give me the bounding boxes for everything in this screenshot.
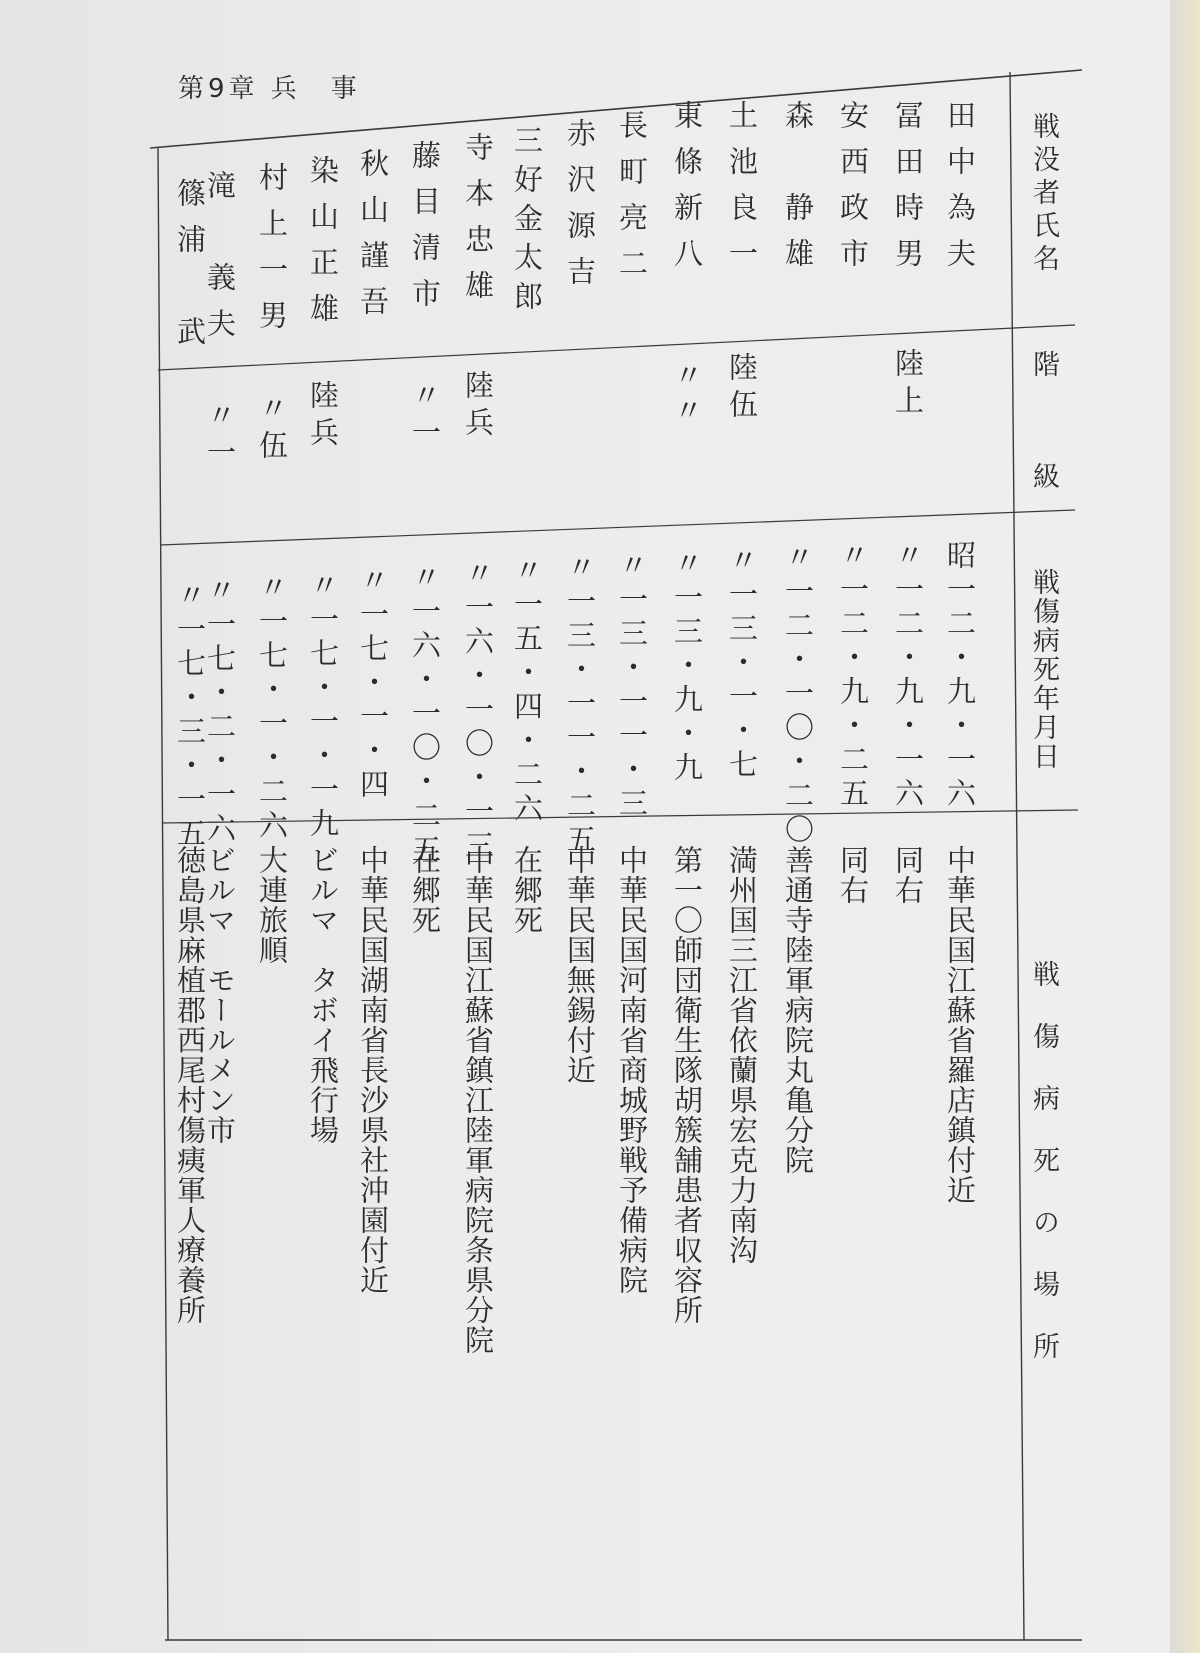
- soldier-name: 冨田時男: [891, 100, 925, 284]
- header-rank-1: 階: [1028, 350, 1059, 377]
- soldier-name: 村上一男: [255, 162, 289, 346]
- soldier-name: 東條新八: [670, 100, 704, 284]
- death-date: 〃一二・一〇・二〇: [781, 542, 815, 848]
- death-date: 〃一七・二・一六: [203, 575, 237, 847]
- death-place: 満州国三江省依蘭県宏克力南沟: [725, 845, 759, 1265]
- rank: 陸兵: [461, 370, 495, 444]
- death-date: 〃一三・九・九: [670, 548, 704, 786]
- death-date: 〃一七・三・一五: [173, 580, 207, 852]
- death-place: 善通寺陸軍病院丸亀分院: [781, 845, 815, 1175]
- rank: 陸兵: [306, 380, 340, 454]
- death-place: 中華民国無錫付近: [563, 845, 597, 1085]
- soldier-name: 篠浦 武: [173, 178, 207, 362]
- death-date: 〃一七・一・二六: [255, 572, 289, 844]
- soldier-name: 三好金太郎: [510, 125, 544, 320]
- soldier-name: 滝 義夫: [203, 170, 237, 354]
- running-header: 第9章 兵 事: [178, 74, 361, 104]
- death-date: 昭一二・九・一六: [943, 540, 977, 812]
- rank: 陸伍: [725, 352, 759, 426]
- soldier-name: 染山正雄: [306, 155, 340, 339]
- soldier-name: 森 静雄: [781, 100, 815, 284]
- rank: 陸上: [891, 348, 925, 422]
- death-date: 〃一二・九・二五: [836, 540, 870, 812]
- death-date: 〃一六・一〇・二五: [408, 562, 442, 868]
- death-date: 〃一七・一・一九: [306, 570, 340, 842]
- soldier-name: 土池良一: [725, 100, 759, 284]
- header-name: 戦没者氏名: [1028, 112, 1059, 277]
- header-place: 戦 傷 病 死 の 場 所: [1028, 960, 1059, 1363]
- soldier-name: 田中為夫: [943, 100, 977, 284]
- death-place: 徳島県麻植郡西尾村傷痍軍人療養所: [173, 845, 207, 1325]
- death-date: 〃一五・四・二六: [510, 555, 544, 827]
- death-place: 同右: [836, 845, 870, 905]
- death-date: 〃一六・一〇・一三: [461, 558, 495, 864]
- death-date: 〃一三・一一・三: [615, 550, 649, 822]
- book-gutter-edge: [1170, 0, 1200, 1653]
- header-rank-2: 級: [1028, 462, 1059, 489]
- soldier-name: 秋山謹吾: [356, 148, 390, 332]
- soldier-name: 赤沢源吉: [563, 118, 597, 302]
- rank: 〃: [670, 395, 704, 432]
- death-place: ビルマ タボイ飛行場: [306, 845, 340, 1145]
- death-date: 〃一三・一・七: [725, 545, 759, 783]
- soldier-name: 長町亮二: [615, 110, 649, 294]
- header-date: 戦傷病死年月日: [1028, 568, 1059, 771]
- death-date: 〃一七・一・四: [356, 565, 390, 803]
- death-place: 同右: [891, 845, 925, 905]
- rank: 〃: [670, 360, 704, 397]
- death-place: 在郷死: [510, 845, 544, 935]
- rank: 〃一: [408, 380, 442, 454]
- death-place: 第一〇師団衛生隊胡簇舗患者収容所: [670, 845, 704, 1325]
- soldier-name: 安西政市: [836, 100, 870, 284]
- death-place: 大連旅順: [255, 845, 289, 965]
- death-place: 中華民国河南省商城野戦予備病院: [615, 845, 649, 1295]
- soldier-name: 藤目清市: [408, 140, 442, 324]
- death-date: 〃一二・九・一六: [891, 540, 925, 812]
- death-place: 中華民国湖南省長沙県社沖園付近: [356, 845, 390, 1295]
- rank: 〃一: [203, 400, 237, 474]
- death-place: 中華民国江蘇省鎮江陸軍病院条県分院: [461, 845, 495, 1355]
- rank: 〃伍: [255, 393, 289, 467]
- death-date: 〃一三・一一・二五: [563, 552, 597, 858]
- death-place: ビルマ モールメン市: [203, 845, 237, 1145]
- death-place: 中華民国江蘇省羅店鎮付近: [943, 845, 977, 1205]
- soldier-name: 寺本忠雄: [461, 132, 495, 316]
- death-place: 在郷死: [408, 845, 442, 935]
